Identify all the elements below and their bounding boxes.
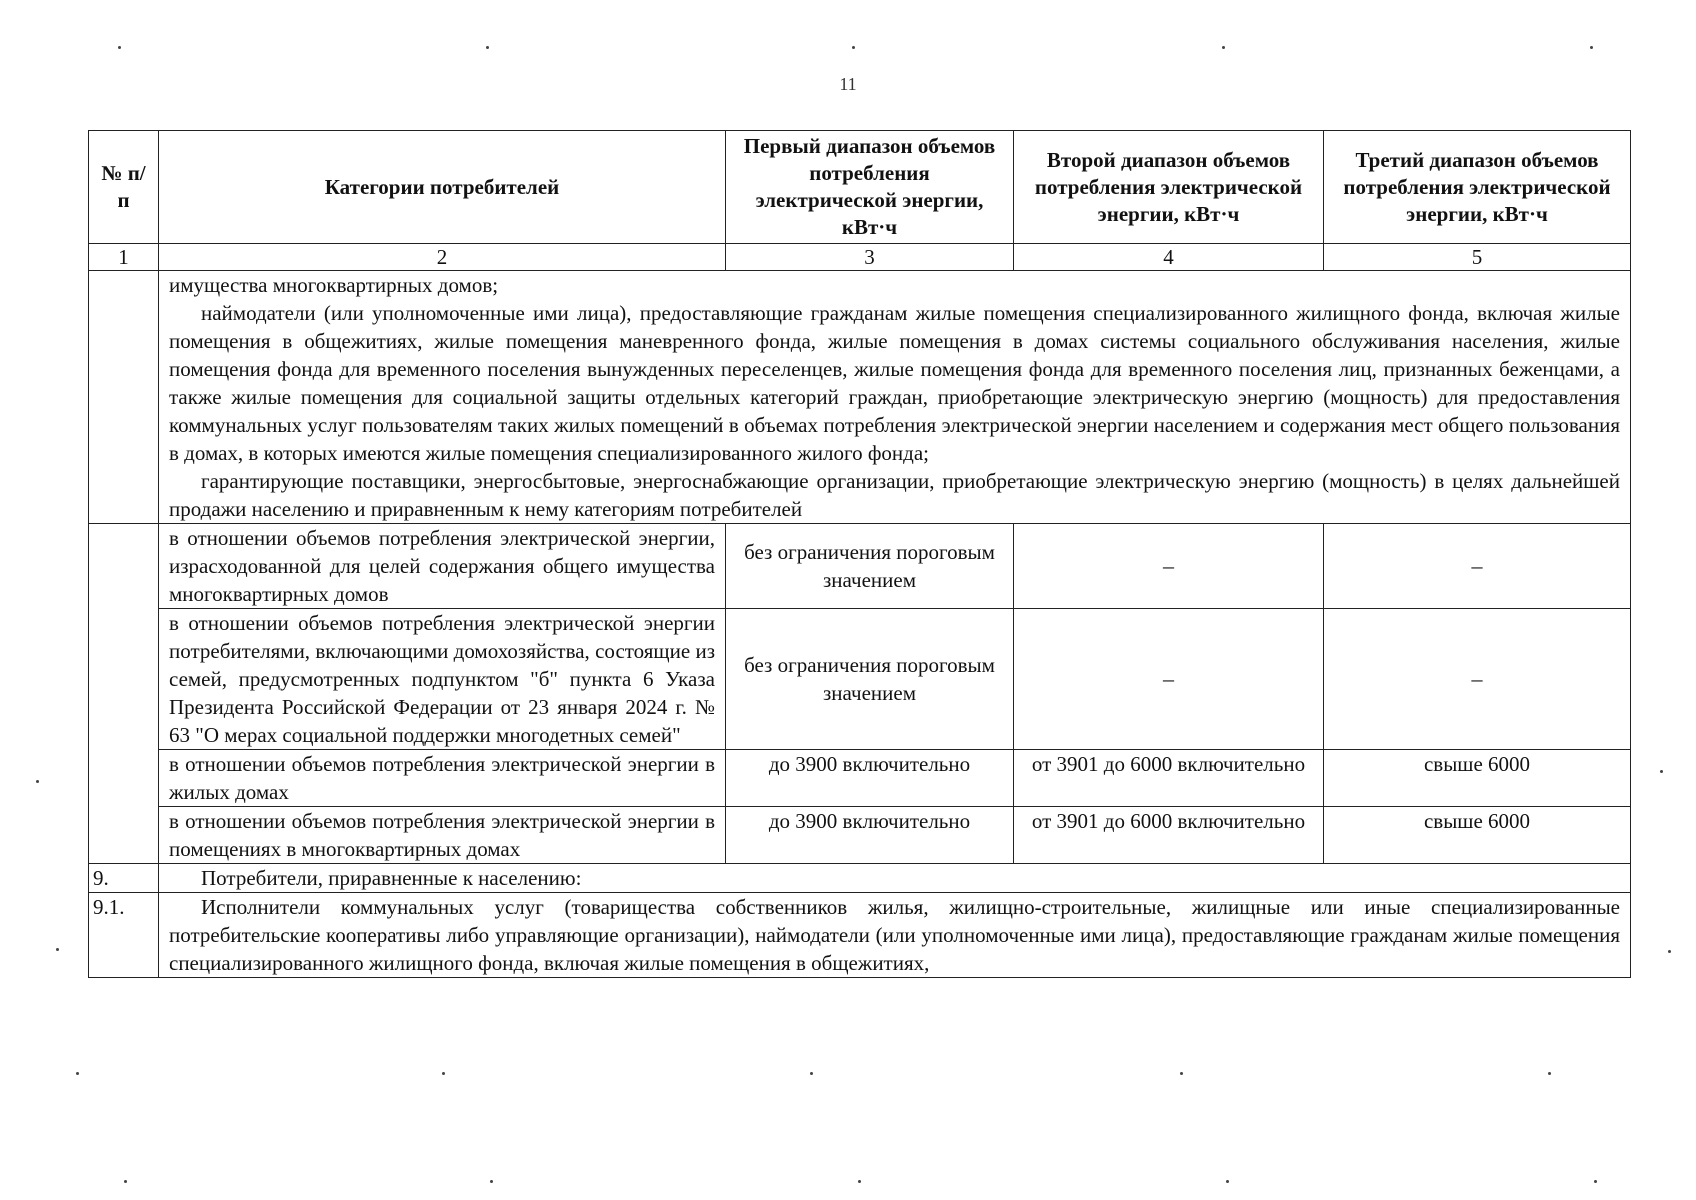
item-text [159, 893, 1631, 978]
scan-speck [36, 780, 39, 783]
range1-cell: до 3900 включительно [726, 750, 1014, 807]
scan-speck [76, 1072, 79, 1075]
continuation-line: имущества многоквартирных домов; [169, 273, 499, 297]
scan-speck [118, 46, 121, 49]
range3-cell: свыше 6000 [1324, 750, 1631, 807]
item-row [89, 893, 1631, 978]
column-number: 2 [159, 244, 726, 271]
column-number: 3 [726, 244, 1014, 271]
range3-cell: – [1324, 609, 1631, 750]
tariff-table [88, 130, 1631, 978]
header-range2: Второй диапазон объемов потребления электрической энергии, кВт·ч [1014, 131, 1324, 244]
scan-speck [1222, 46, 1225, 49]
header-range3: Третий диапазон объемов потребления электрической энергии, кВт·ч [1324, 131, 1631, 244]
range2-cell: от 3901 до 6000 включительно [1014, 750, 1324, 807]
continuation-paragraph: наймодатели (или уполномоченные ими лица), предоставляющие гражданам жилые помещения специализированного жилищного фонда, включая жилые помещения в общежитиях, жилые помещения маневренного фонда, жилые помещения в домах системы социального обслуживания населения, жилые помещения фонда для временного поселения вынужденных переселенцев, жилые помещения фонда для временного поселения лиц, признанных беженцами, а также жилые помещения для социальной защиты отдельных категорий граждан, приобретающие электрическую энергию (мощность) для предоставления коммунальных услуг пользователям таких жилых помещений в объемах потребления электрической энергии населением и содержания мест общего пользования в домах, в которых имеются жилые помещения специализированного жилого фонда; [169, 301, 1620, 465]
column-number-row [89, 244, 1631, 271]
empty-num-cell [89, 524, 159, 864]
scan-speck [810, 1072, 813, 1075]
empty-num-cell [89, 271, 159, 524]
item-paragraph: Исполнители коммунальных услуг (товарищества собственников жилья, жилищно-строительные, жилищные или иные специализированные потребительские кооперативы либо управляющие организации), наймодатели (или уполномоченные ими лица), предоставляющие гражданам жилые помещения специализированного жилищного фонда, включая жилые помещения в общежитиях, [169, 895, 1620, 975]
category-cell: в отношении объемов потребления электрической энергии, израсходованной для целей содержания общего имущества многоквартирных домов [159, 524, 726, 609]
continuation-row [89, 271, 1631, 524]
scan-speck [1668, 950, 1671, 953]
continuation-text [159, 271, 1631, 524]
range2-cell: – [1014, 609, 1324, 750]
continuation-paragraph: гарантирующие поставщики, энергосбытовые, энергоснабжающие организации, приобретающие электрическую энергию (мощность) в целях дальнейшей продажи населению и приравненным к нему категориям потребителей [169, 469, 1620, 521]
scan-speck [442, 1072, 445, 1075]
scan-speck [1594, 1180, 1597, 1183]
item-number: 9. [89, 864, 159, 893]
scan-speck [56, 948, 59, 951]
range1-cell: без ограничения пороговым значением [726, 524, 1014, 609]
category-cell: в отношении объемов потребления электрической энергии в жилых домах [159, 750, 726, 807]
item-row [89, 864, 1631, 893]
scan-speck [1590, 46, 1593, 49]
range3-cell: – [1324, 524, 1631, 609]
header-category: Категории потребителей [159, 131, 726, 244]
page-number: 11 [839, 74, 857, 94]
scan-speck [490, 1180, 493, 1183]
scan-speck [1548, 1072, 1551, 1075]
column-number: 1 [89, 244, 159, 271]
category-cell: в отношении объемов потребления электрической энергии в помещениях в многоквартирных домах [159, 807, 726, 864]
table-row [89, 524, 1631, 609]
scan-speck [1180, 1072, 1183, 1075]
header-row [89, 131, 1631, 244]
scan-speck [486, 46, 489, 49]
scan-speck [852, 46, 855, 49]
header-range1: Первый диапазон объемов потребления электрической энергии, кВт·ч [726, 131, 1014, 244]
item-number: 9.1. [89, 893, 159, 978]
column-number: 4 [1014, 244, 1324, 271]
range2-cell: от 3901 до 6000 включительно [1014, 807, 1324, 864]
scan-speck [1226, 1180, 1229, 1183]
item-text [159, 864, 1631, 893]
category-cell: в отношении объемов потребления электрической энергии потребителями, включающими домохозяйства, состоящие из семей, предусмотренных подпунктом "б" пункта 6 Указа Президента Российской Федерации от 23 января 2024 г. № 63 "О мерах социальной поддержки многодетных семей" [159, 609, 726, 750]
scan-speck [858, 1180, 861, 1183]
range3-cell: свыше 6000 [1324, 807, 1631, 864]
table-row [89, 609, 1631, 750]
scan-speck [1660, 770, 1663, 773]
item-paragraph: Потребители, приравненные к населению: [201, 866, 582, 890]
table-row [89, 807, 1631, 864]
table-row [89, 750, 1631, 807]
range1-cell: до 3900 включительно [726, 807, 1014, 864]
range2-cell: – [1014, 524, 1324, 609]
range1-cell: без ограничения пороговым значением [726, 609, 1014, 750]
header-num: № п/п [89, 131, 159, 244]
column-number: 5 [1324, 244, 1631, 271]
scan-speck [124, 1180, 127, 1183]
